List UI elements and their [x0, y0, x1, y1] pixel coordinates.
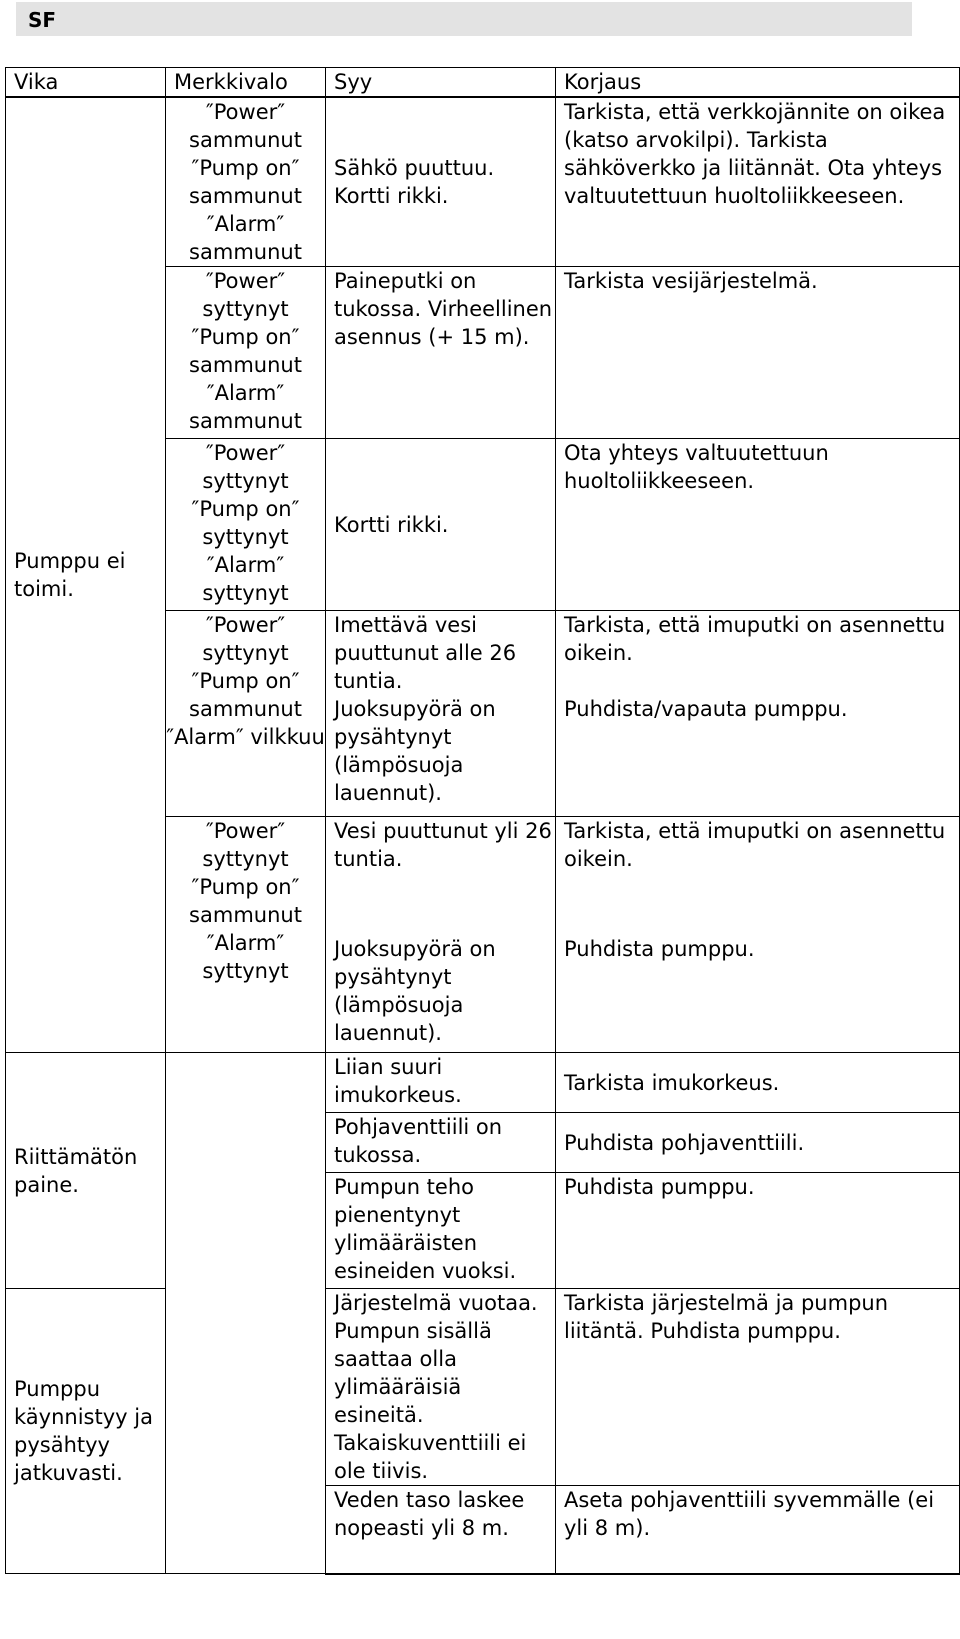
table-row	[6, 97, 960, 267]
table-row	[6, 1289, 960, 1486]
cause-b: Juoksupyörä on pysähtynyt (lämpösuoja lauennut).	[334, 937, 496, 1045]
cause-cell: Pohjaventtiili on tukossa.	[326, 1113, 556, 1173]
cause-cell: Liian suuri imukorkeus.	[326, 1053, 556, 1113]
cause-cell: Järjestelmä vuotaa. Pumpun sisällä saattaa olla ylimääräisiä esineitä. Takaiskuventtiili ei ole tiivis.	[326, 1289, 556, 1486]
indicator-cell: ″Power″ syttynyt ″Pump on″ sammunut ″Alarm″ syttynyt	[166, 817, 326, 1053]
header-cause: Syy	[326, 68, 556, 98]
header-light: Merkkivalo	[166, 68, 326, 98]
cause-a: Vesi puuttunut yli 26 tuntia.	[334, 819, 552, 871]
indicator-cell: ″Power″ syttynyt ″Pump on″ sammunut ″Alarm″ vilkkuu	[166, 611, 326, 817]
cause-cell: Pumpun teho pienentynyt ylimääräisten esineiden vuoksi.	[326, 1173, 556, 1289]
fix-cell: Tarkista järjestelmä ja pumpun liitäntä. Puhdista pumppu.	[556, 1289, 960, 1486]
fix-b: Puhdista pumppu.	[564, 937, 755, 961]
cause-a: Imettävä vesi puuttunut alle 26 tuntia.	[334, 613, 517, 693]
language-bar	[16, 2, 912, 36]
cause-cell: Veden taso laskee nopeasti yli 8 m.	[326, 1486, 556, 1574]
fault-cell: Pumppu käynnistyy ja pysähtyy jatkuvasti.	[6, 1289, 166, 1574]
fix-cell	[556, 817, 960, 1053]
fix-cell: Aseta pohjaventtiili syvemmälle (ei yli 8 m).	[556, 1486, 960, 1574]
cause-cell	[326, 611, 556, 817]
table-row	[6, 1053, 960, 1113]
fix-cell: Puhdista pumppu.	[556, 1173, 960, 1289]
cause-cell: Paineputki on tukossa. Virheellinen asennus (+ 15 m).	[326, 267, 556, 439]
fix-cell: Puhdista pohjaventtiili.	[556, 1113, 960, 1173]
cause-cell: Sähkö puuttuu. Kortti rikki.	[326, 97, 556, 267]
fix-cell: Ota yhteys valtuutettuun huoltoliikkeeseen.	[556, 439, 960, 611]
fix-cell	[556, 611, 960, 817]
language-code: SF	[28, 8, 57, 32]
indicator-cell-empty	[166, 1053, 326, 1574]
fault-cell: Pumppu ei toimi.	[6, 97, 166, 1053]
indicator-cell: ″Power″ sammunut ″Pump on″ sammunut ″Alarm″ sammunut	[166, 97, 326, 267]
table-header-row	[6, 68, 960, 98]
cause-cell: Kortti rikki.	[326, 439, 556, 611]
indicator-cell: ″Power″ syttynyt ″Pump on″ sammunut ″Alarm″ sammunut	[166, 267, 326, 439]
fix-cell: Tarkista imukorkeus.	[556, 1053, 960, 1113]
fix-cell: Tarkista vesijärjestelmä.	[556, 267, 960, 439]
fix-a: Tarkista, että imuputki on asennettu oikein.	[564, 819, 946, 871]
troubleshooting-table	[5, 67, 960, 1575]
header-fix: Korjaus	[556, 68, 960, 98]
cause-b: Juoksupyörä on pysähtynyt (lämpösuoja lauennut).	[334, 697, 496, 805]
header-fault: Vika	[6, 68, 166, 98]
indicator-cell: ″Power″ syttynyt ″Pump on″ syttynyt ″Alarm″ syttynyt	[166, 439, 326, 611]
fix-cell: Tarkista, että verkkojännite on oikea (katso arvokilpi). Tarkista sähköverkko ja liitännät. Ota yhteys valtuutettuun huoltoliikkeeseen.	[556, 97, 960, 267]
fix-a: Tarkista, että imuputki on asennettu oikein.	[564, 613, 946, 665]
fix-b: Puhdista/vapauta pumppu.	[564, 697, 848, 721]
fault-cell: Riittämätön paine.	[6, 1053, 166, 1289]
cause-cell	[326, 817, 556, 1053]
